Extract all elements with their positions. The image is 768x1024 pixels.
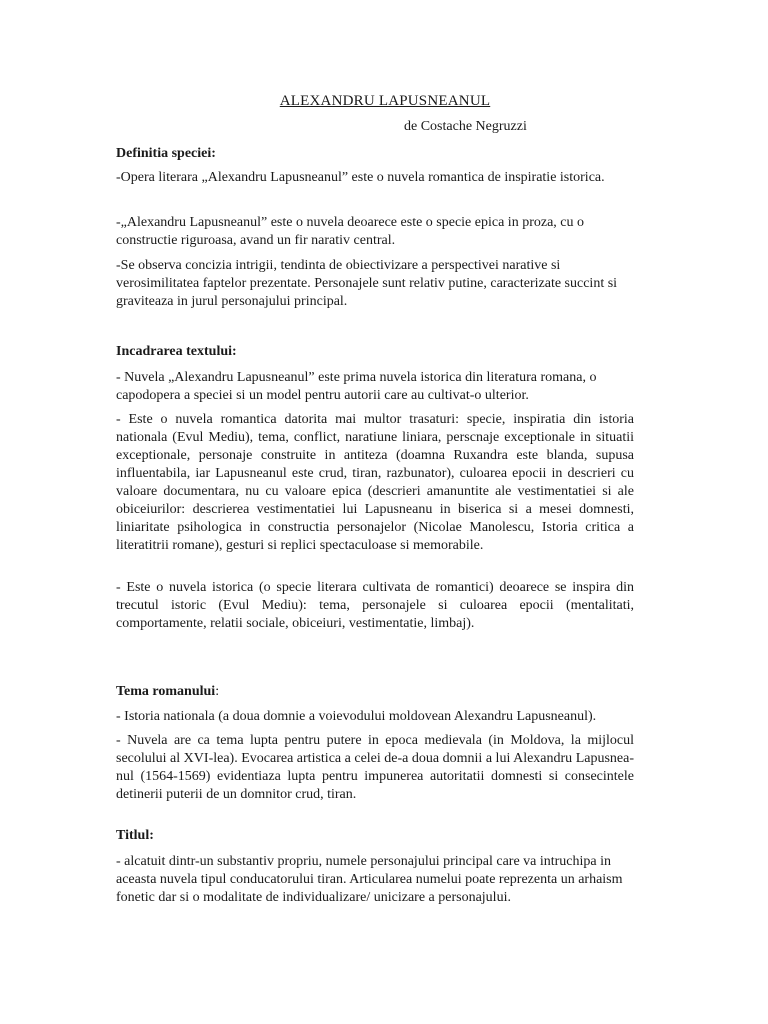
section-heading-tema: [116, 684, 219, 700]
paragraph: - Este o nuvela romantica datorita mai multor trasaturi: specie, inspiratia din istoria nationala (Evul Mediu), tema, conflict, naratiune liniara, perscnaje exceptionale in situatii exceptionale, personaje construite in antiteza (doamna Ruxandra este blanda, supusa influentabila, iar Lapusneanul este crud, tiran, razbunator), culoarea epocii in descrieri cu valoare documentara, nu cu valoare epica (descrieri amanuntite ale vestimentatiei si ale obiceiurilor: descrierea vestimentatiei lui Lapusneanu in biserica si a mesei domnesti, liniaritate psihologica in constructia personajelor (Nicolae Manolescu, Istoria critica a literatitrii romane), gesturi si replici spectaculoase si memorabile.: [116, 412, 634, 553]
paragraph: - Nuvela are ca tema lupta pentru putere in epoca medievala (in Moldova, la mijlocul secolului al XVI-lea). Evocarea artistica a celei de-a doua domnii a lui Alexandru Lapusnea-nul (1564-1569) evidentiaza lupta pentru impunerea autoritatii domnesti si consecintele detinerii puterii de un domnitor crud, tiran.: [116, 733, 634, 802]
section-heading-tema-text: Tema romanului: [116, 684, 216, 699]
paragraph: -„Alexandru Lapusneanul” este o nuvela deoarece este o specie epica in proza, cu o constructie riguroasa, avand un fir narativ central.: [116, 215, 584, 248]
section-heading-titlul: Titlul:: [116, 828, 154, 843]
document-author: de Costache Negruzzi: [404, 119, 527, 134]
paragraph: - alcatuit dintr-un substantiv propriu, numele personajului principal care va intruchipa in aceasta nuvela tipul conducatorului tiran. Articularea numelui poate reprezenta un arhaism fonetic dar si o modalitate de individualizare/ unicizare a personajului.: [116, 854, 623, 905]
paragraph: - Istoria nationala (a doua domnie a voievodului moldovean Alexandru Lapusneanul).: [116, 709, 597, 724]
document-title: ALEXANDRU LAPUSNEANUL: [279, 93, 491, 109]
paragraph: -Se observa concizia intrigii, tendinta de obiectivizare a perspectivei narative si verosimilitatea faptelor prezentate. Personajele sunt relativ putine, caracterizate succint si graviteaza in jurul personajului principal.: [116, 258, 618, 309]
paragraph: - Este o nuvela istorica (o specie literara cultivata de romantici) deoarece se inspira din trecutul istoric (Evul Mediu): tema, personajele si culoarea epocii (mentalitati, comportamente, relatii sociale, obiceiuri, vestimentatie, limbaj).: [116, 580, 634, 631]
section-heading-definitia: Definitia speciei:: [116, 146, 216, 161]
paragraph: - Nuvela „Alexandru Lapusneanul” este prima nuvela istorica din literatura romana, o capodopera a speciei si un model pentru autorii care au cultivat-o ulterior.: [116, 370, 597, 403]
paragraph: -Opera literara „Alexandru Lapusneanul” este o nuvela romantica de inspiratie istorica.: [116, 170, 605, 185]
section-heading-tema-colon: :: [215, 684, 220, 699]
section-heading-incadrarea: Incadrarea textului:: [116, 344, 237, 359]
